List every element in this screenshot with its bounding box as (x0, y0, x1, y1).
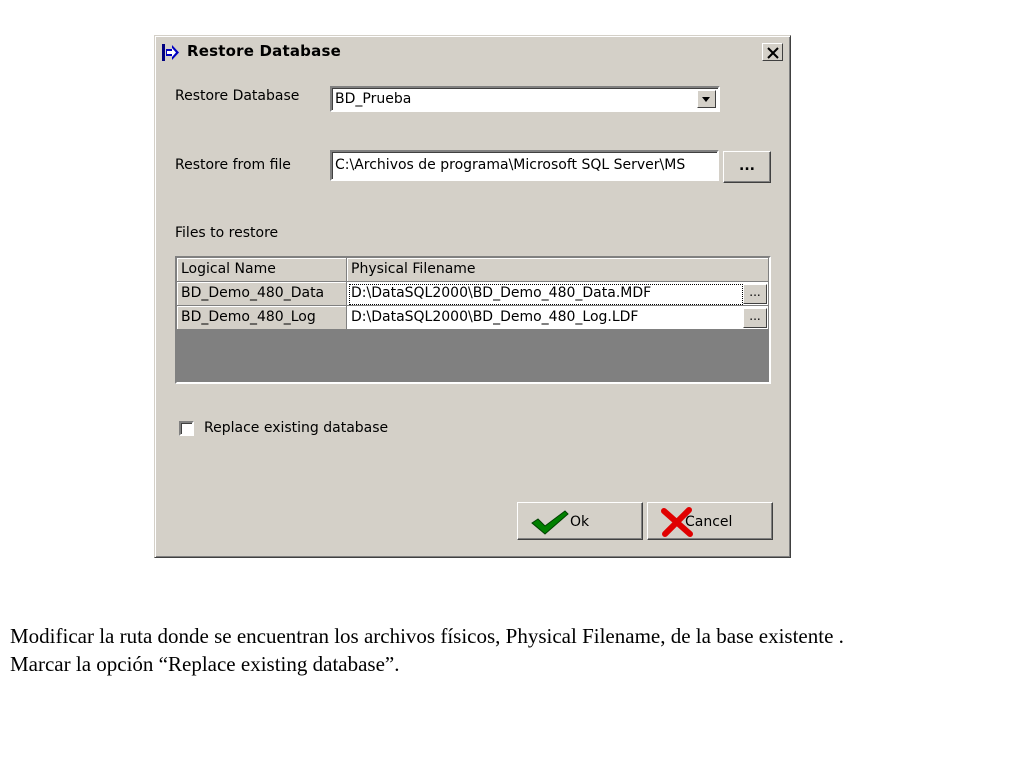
column-header-physical-filename[interactable]: Physical Filename (347, 258, 769, 282)
replace-existing-checkbox[interactable] (179, 421, 194, 436)
row-physical-filename-input[interactable] (347, 306, 769, 330)
restore-database-select[interactable] (330, 86, 720, 112)
column-header-logical-name[interactable]: Logical Name (177, 258, 347, 282)
restore-from-file-label: Restore from file (175, 157, 291, 173)
caption-text (10, 622, 1014, 678)
row-physical-filename: D:\DataSQL2000\BD_Demo_480_Data.MDF (351, 285, 652, 301)
files-grid (175, 256, 771, 384)
dropdown-button[interactable] (697, 90, 716, 108)
files-to-restore-label: Files to restore (175, 225, 279, 241)
restore-from-file-input[interactable] (330, 150, 719, 181)
close-icon (767, 44, 779, 63)
caption-line-2: Marcar la opción “Replace existing database”. (10, 652, 400, 676)
ok-label: Ok (570, 514, 590, 530)
restore-from-file-value: C:\Archivos de programa\Microsoft SQL Server\MS (335, 157, 686, 173)
row-physical-filename: D:\DataSQL2000\BD_Demo_480_Log.LDF (351, 309, 639, 325)
close-button[interactable] (762, 43, 783, 61)
caption-line-1: Modificar la ruta donde se encuentran los archivos físicos, Physical Filename, de la base existente . (10, 624, 844, 648)
restore-database-label: Restore Database (175, 88, 300, 104)
row-browse-button[interactable]: ... (743, 308, 767, 328)
cancel-label: Cancel (685, 514, 733, 530)
checkmark-icon (530, 509, 570, 539)
replace-existing-label[interactable]: Replace existing database (204, 420, 389, 436)
restore-arrow-icon (162, 44, 180, 61)
ok-button[interactable] (517, 502, 643, 540)
dialog-title: Restore Database (187, 42, 341, 60)
row-physical-filename-input[interactable] (347, 282, 769, 306)
row-logical-name[interactable]: BD_Demo_480_Log (177, 306, 347, 330)
cancel-button[interactable] (647, 502, 773, 540)
restore-database-dialog (154, 35, 791, 558)
restore-database-value: BD_Prueba (335, 91, 412, 107)
row-browse-button[interactable]: ... (743, 284, 767, 304)
row-logical-name[interactable]: BD_Demo_480_Data (177, 282, 347, 306)
chevron-down-icon (698, 95, 715, 111)
title-bar[interactable] (158, 39, 787, 66)
browse-file-button[interactable]: ... (723, 151, 771, 183)
